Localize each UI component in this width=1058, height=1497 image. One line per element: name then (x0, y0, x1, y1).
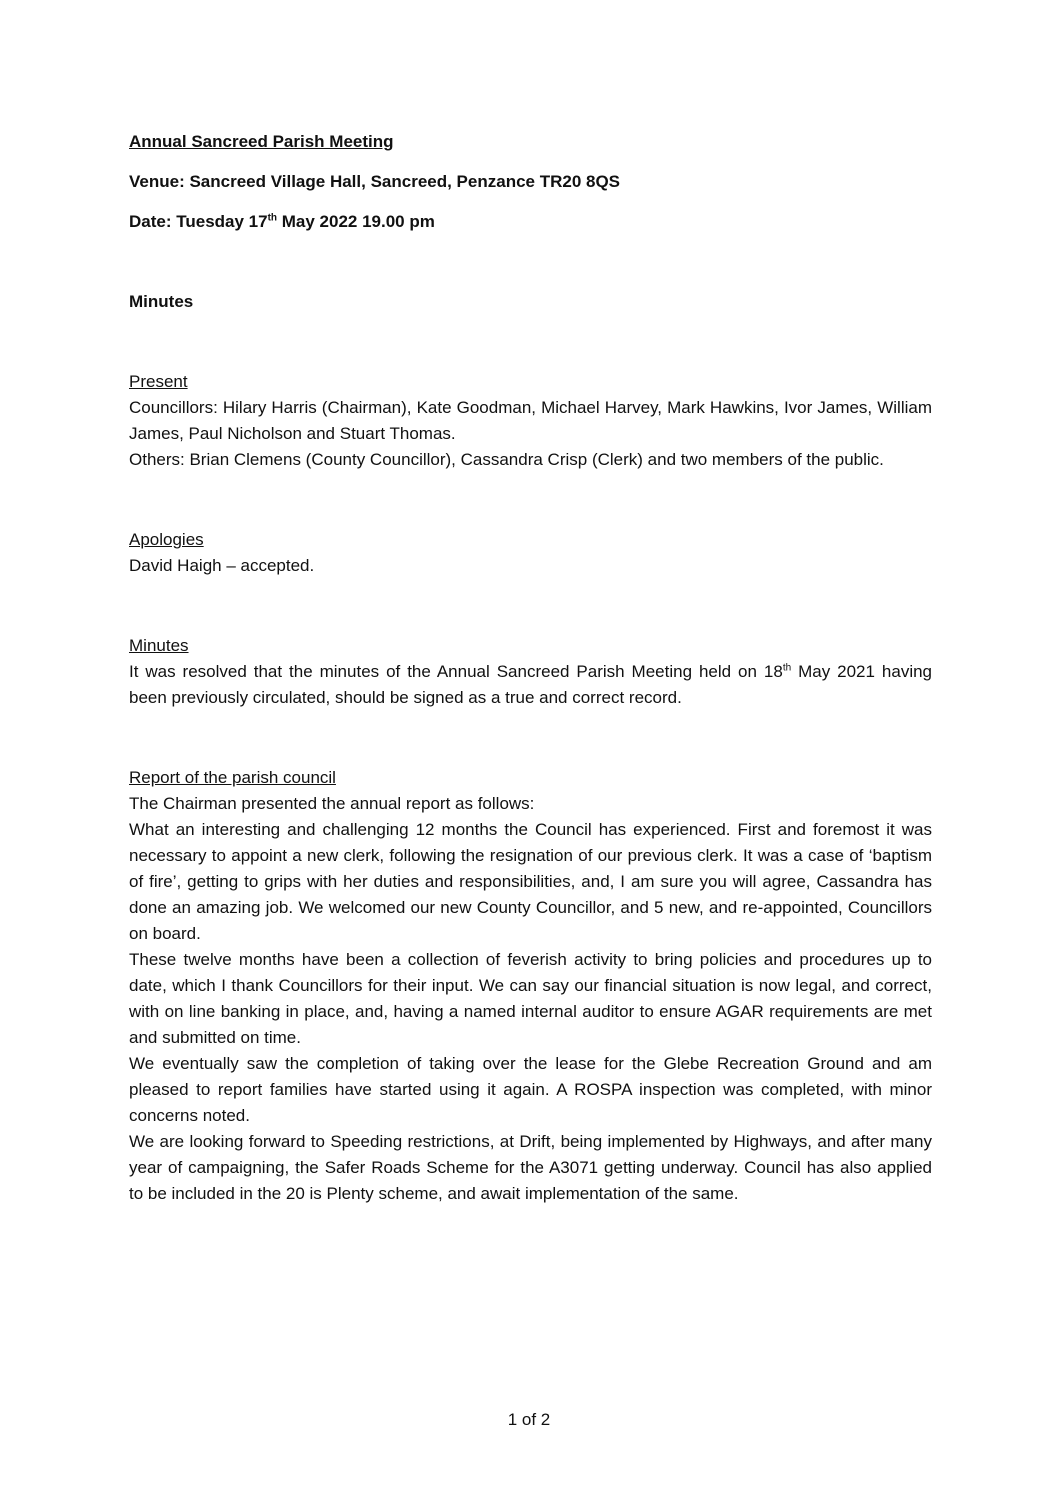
apologies-heading: Apologies (129, 530, 204, 549)
minutes-title: Minutes (129, 292, 194, 311)
document-title: Annual Sancreed Parish Meeting (129, 132, 394, 151)
apologies-text: David Haigh – accepted. (129, 556, 315, 575)
report-paragraph: We are looking forward to Speeding restrictions, at Drift, being implemented by Highways, and after many year of campaigning, the Safer Roads Scheme for the A3071 getting underway. Council has also applied to be included in the 20 is Plenty scheme, and await implementation of the same. (129, 1132, 932, 1203)
present-others: Others: Brian Clemens (County Councillor), Cassandra Crisp (Clerk) and two members of the public. (129, 450, 884, 469)
report-paragraph: What an interesting and challenging 12 months the Council has experienced. First and foremost it was necessary to appoint a new clerk, following the resignation of our previous clerk. It was a case of ‘baptism of fire’, getting to grips with her duties and responsibilities, and, I am sure you will agree, Cassandra has done an amazing job. We welcomed our new County Councillor, and 5 new, and re-appointed, Councillors on board. (129, 820, 932, 943)
meeting-date-ordinal: th (267, 212, 278, 224)
meeting-venue: Venue: Sancreed Village Hall, Sancreed, Penzance TR20 8QS (129, 172, 621, 191)
page-number: 1 of 2 (507, 1410, 551, 1429)
present-heading: Present (129, 372, 188, 391)
minutes-text-prefix: It was resolved that the minutes of the Annual Sancreed Parish Meeting held on 18 (129, 662, 783, 681)
document-body (129, 129, 932, 1207)
meeting-date-suffix: May 2022 19.00 pm (277, 212, 435, 231)
meeting-date-prefix: Date: Tuesday 17 (129, 212, 268, 231)
minutes-text-suffix: May 2021 having been previously circulated, should be signed as a true and correct record. (129, 662, 933, 707)
present-councillors: Councillors: Hilary Harris (Chairman), Kate Goodman, Michael Harvey, Mark Hawkins, Ivor James, William James, Paul Nicholson and Stuart Thomas. (129, 398, 932, 443)
minutes-text (129, 659, 932, 711)
report-paragraph: These twelve months have been a collection of feverish activity to bring policies and procedures up to date, which I thank Councillors for their input. We can say our financial situation is now legal, and correct, with on line banking in place, and, having a named internal auditor to ensure AGAR requirements are met and submitted on time. (129, 950, 932, 1047)
meeting-date (129, 209, 932, 235)
minutes-heading: Minutes (129, 636, 189, 655)
report-paragraph: We eventually saw the completion of taking over the lease for the Glebe Recreation Ground and am pleased to report families have started using it again. A ROSPA inspection was completed, with minor concerns noted. (129, 1054, 932, 1125)
minutes-text-ordinal: th (782, 662, 792, 674)
report-intro: The Chairman presented the annual report as follows: (129, 794, 535, 813)
report-heading: Report of the parish council (129, 768, 336, 787)
